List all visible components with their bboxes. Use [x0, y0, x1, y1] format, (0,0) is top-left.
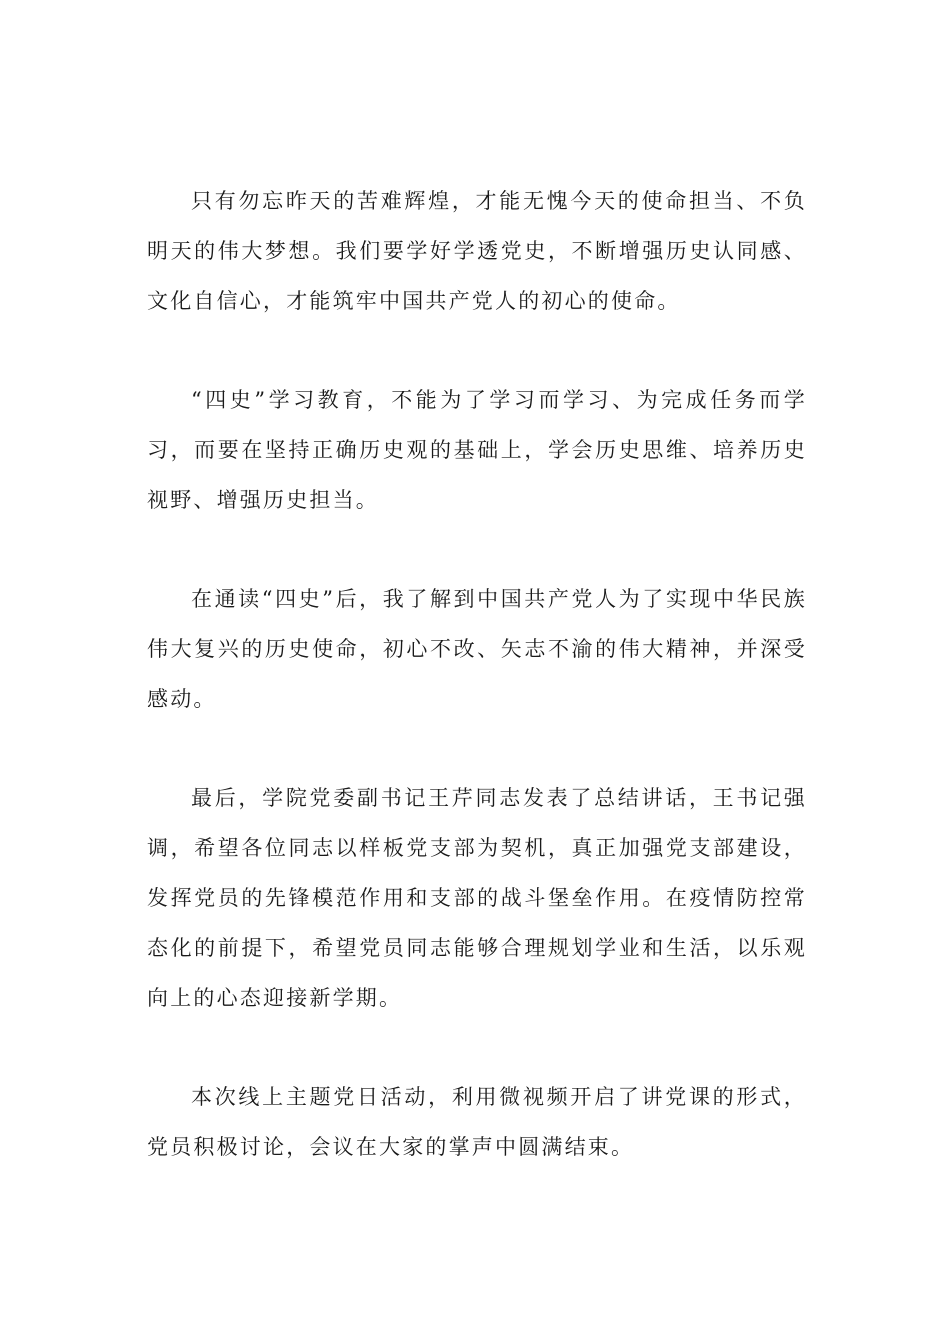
paragraph-4: 最后，学院党委副书记王芹同志发表了总结讲话，王书记强调，希望各位同志以样板党支部为契机，真正加强党支部建设，发挥党员的先锋模范作用和支部的战斗堡垒作用。在疫情防控常态化的前提下，希望党员同志能够合理规划学业和生活，以乐观向上的心态迎接新学期。	[147, 786, 807, 1010]
paragraph-5: 本次线上主题党日活动，利用微视频开启了讲党课的形式，党员积极讨论，会议在大家的掌声中圆满结束。	[147, 1085, 807, 1159]
paragraph-3: 在通读“四史”后，我了解到中国共产党人为了实现中华民族伟大复兴的历史使命，初心不改、矢志不渝的伟大精神，并深受感动。	[147, 587, 807, 711]
paragraph-1: 只有勿忘昨天的苦难辉煌，才能无愧今天的使命担当、不负明天的伟大梦想。我们要学好学透党史，不断增强历史认同感、文化自信心，才能筑牢中国共产党人的初心的使命。	[147, 189, 807, 313]
paragraph-2: “四史”学习教育，不能为了学习而学习、为完成任务而学习，而要在坚持正确历史观的基础上，学会历史思维、培养历史视野、增强历史担当。	[147, 388, 807, 512]
